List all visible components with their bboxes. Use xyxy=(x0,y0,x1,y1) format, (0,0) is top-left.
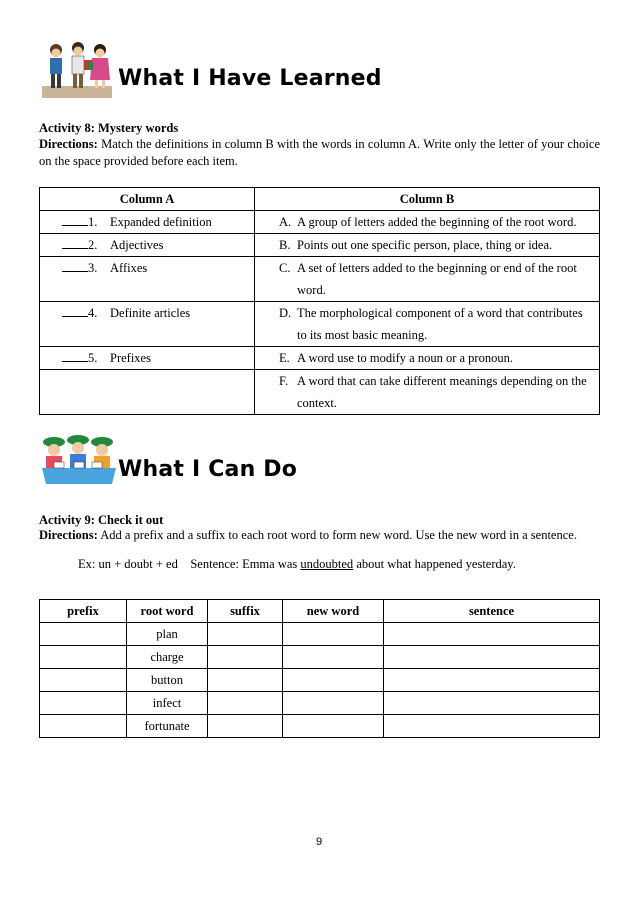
example-underlined-word: undoubted xyxy=(300,557,354,571)
item-definition: A set of letters added to the beginning or end of the root word. xyxy=(297,261,577,297)
table-header-row xyxy=(40,600,600,623)
item-definition: A group of letters added the beginning of the root word. xyxy=(297,215,577,229)
item-letter: A. xyxy=(279,215,292,229)
prefix-cell[interactable] xyxy=(40,715,127,738)
column-a-item xyxy=(40,211,255,234)
prefix-cell[interactable] xyxy=(40,623,127,646)
answer-blank[interactable] xyxy=(62,234,88,249)
word-formation-table xyxy=(39,599,600,738)
suffix-cell[interactable] xyxy=(208,715,283,738)
matching-table xyxy=(39,187,600,415)
table-row xyxy=(40,257,600,302)
table-row xyxy=(40,715,600,738)
table-row xyxy=(40,623,600,646)
item-word: Affixes xyxy=(110,261,148,275)
directions-label: Directions: xyxy=(39,137,98,151)
column-a-item xyxy=(40,257,255,302)
sentence-cell[interactable] xyxy=(384,623,600,646)
answer-blank[interactable] xyxy=(62,257,88,272)
item-definition: The morphological component of a word that contributes to its most basic meaning. xyxy=(297,306,583,342)
sentence-cell[interactable] xyxy=(384,669,600,692)
column-b-item xyxy=(255,234,600,257)
suffix-cell[interactable] xyxy=(208,692,283,715)
item-letter: E. xyxy=(279,351,290,365)
column-a-item xyxy=(40,234,255,257)
suffix-cell[interactable] xyxy=(208,669,283,692)
example-line xyxy=(78,557,516,572)
item-word: Prefixes xyxy=(110,351,151,365)
table-row xyxy=(40,370,600,415)
example-formula: Ex: un + doubt + ed xyxy=(78,557,178,571)
table-row xyxy=(40,692,600,715)
sentence-header: sentence xyxy=(384,600,600,623)
what-i-can-do-banner xyxy=(40,432,600,494)
root-word-cell: infect xyxy=(127,692,208,715)
column-b-header: Column B xyxy=(255,188,600,211)
answer-blank[interactable] xyxy=(62,347,88,362)
page-number: 9 xyxy=(315,836,323,848)
prefix-header: prefix xyxy=(40,600,127,623)
column-a-item xyxy=(40,302,255,347)
root-word-cell: plan xyxy=(127,623,208,646)
root-word-header: root word xyxy=(127,600,208,623)
new-word-cell[interactable] xyxy=(283,715,384,738)
prefix-cell[interactable] xyxy=(40,669,127,692)
answer-blank[interactable] xyxy=(62,211,88,226)
root-word-cell: fortunate xyxy=(127,715,208,738)
students-at-table-clipart-icon xyxy=(40,432,118,494)
table-row xyxy=(40,646,600,669)
new-word-cell[interactable] xyxy=(283,623,384,646)
item-letter: C. xyxy=(279,261,291,275)
answer-blank[interactable] xyxy=(62,302,88,317)
section-title: What I Can Do xyxy=(118,457,298,482)
new-word-cell[interactable] xyxy=(283,646,384,669)
item-number: 5. xyxy=(88,351,98,365)
activity-9-title: Activity 9: Check it out xyxy=(39,513,164,527)
column-b-item xyxy=(255,347,600,370)
root-word-cell: button xyxy=(127,669,208,692)
directions-text: Add a prefix and a suffix to each root word to form new word. Use the new word in a sentence. xyxy=(97,528,577,542)
item-letter: D. xyxy=(279,306,292,320)
activity-9-directions xyxy=(39,527,600,544)
table-header-row xyxy=(40,188,600,211)
item-word: Definite articles xyxy=(110,306,191,320)
activity-8-directions xyxy=(39,136,600,170)
suffix-header: suffix xyxy=(208,600,283,623)
sentence-cell[interactable] xyxy=(384,692,600,715)
column-b-item xyxy=(255,302,600,347)
sentence-cell[interactable] xyxy=(384,715,600,738)
root-word-cell: charge xyxy=(127,646,208,669)
item-number: 4. xyxy=(88,306,98,320)
column-b-item xyxy=(255,370,600,415)
students-clipart-icon xyxy=(40,40,118,102)
item-definition: A word use to modify a noun or a pronoun. xyxy=(297,351,513,365)
table-row xyxy=(40,302,600,347)
what-i-have-learned-banner xyxy=(40,40,600,102)
column-b-item xyxy=(255,257,600,302)
item-letter: F. xyxy=(279,374,289,388)
prefix-cell[interactable] xyxy=(40,646,127,669)
example-sentence-start: Sentence: Emma was xyxy=(190,557,301,571)
item-word: Adjectives xyxy=(110,238,164,252)
section-title: What I Have Learned xyxy=(118,66,382,91)
column-a-empty xyxy=(40,370,255,415)
directions-label: Directions: xyxy=(39,528,98,542)
column-a-item xyxy=(40,347,255,370)
item-definition: Points out one specific person, place, thing or idea. xyxy=(297,238,553,252)
suffix-cell[interactable] xyxy=(208,646,283,669)
item-number: 2. xyxy=(88,238,98,252)
table-row xyxy=(40,234,600,257)
activity-8-title: Activity 8: Mystery words xyxy=(39,121,179,135)
new-word-header: new word xyxy=(283,600,384,623)
table-row xyxy=(40,347,600,370)
suffix-cell[interactable] xyxy=(208,623,283,646)
item-number: 1. xyxy=(88,215,98,229)
table-row xyxy=(40,669,600,692)
item-number: 3. xyxy=(88,261,98,275)
column-a-header: Column A xyxy=(40,188,255,211)
table-row xyxy=(40,211,600,234)
new-word-cell[interactable] xyxy=(283,692,384,715)
item-word: Expanded definition xyxy=(110,215,212,229)
directions-text: Match the definitions in column B with the words in column A. Write only the letter of your choice on the space provided before each item. xyxy=(39,137,600,168)
new-word-cell[interactable] xyxy=(283,669,384,692)
example-sentence-end: about what happened yesterday. xyxy=(353,557,516,571)
item-definition: A word that can take different meanings depending on the context. xyxy=(297,374,587,410)
column-b-item xyxy=(255,211,600,234)
item-letter: B. xyxy=(279,238,291,252)
prefix-cell[interactable] xyxy=(40,692,127,715)
sentence-cell[interactable] xyxy=(384,646,600,669)
